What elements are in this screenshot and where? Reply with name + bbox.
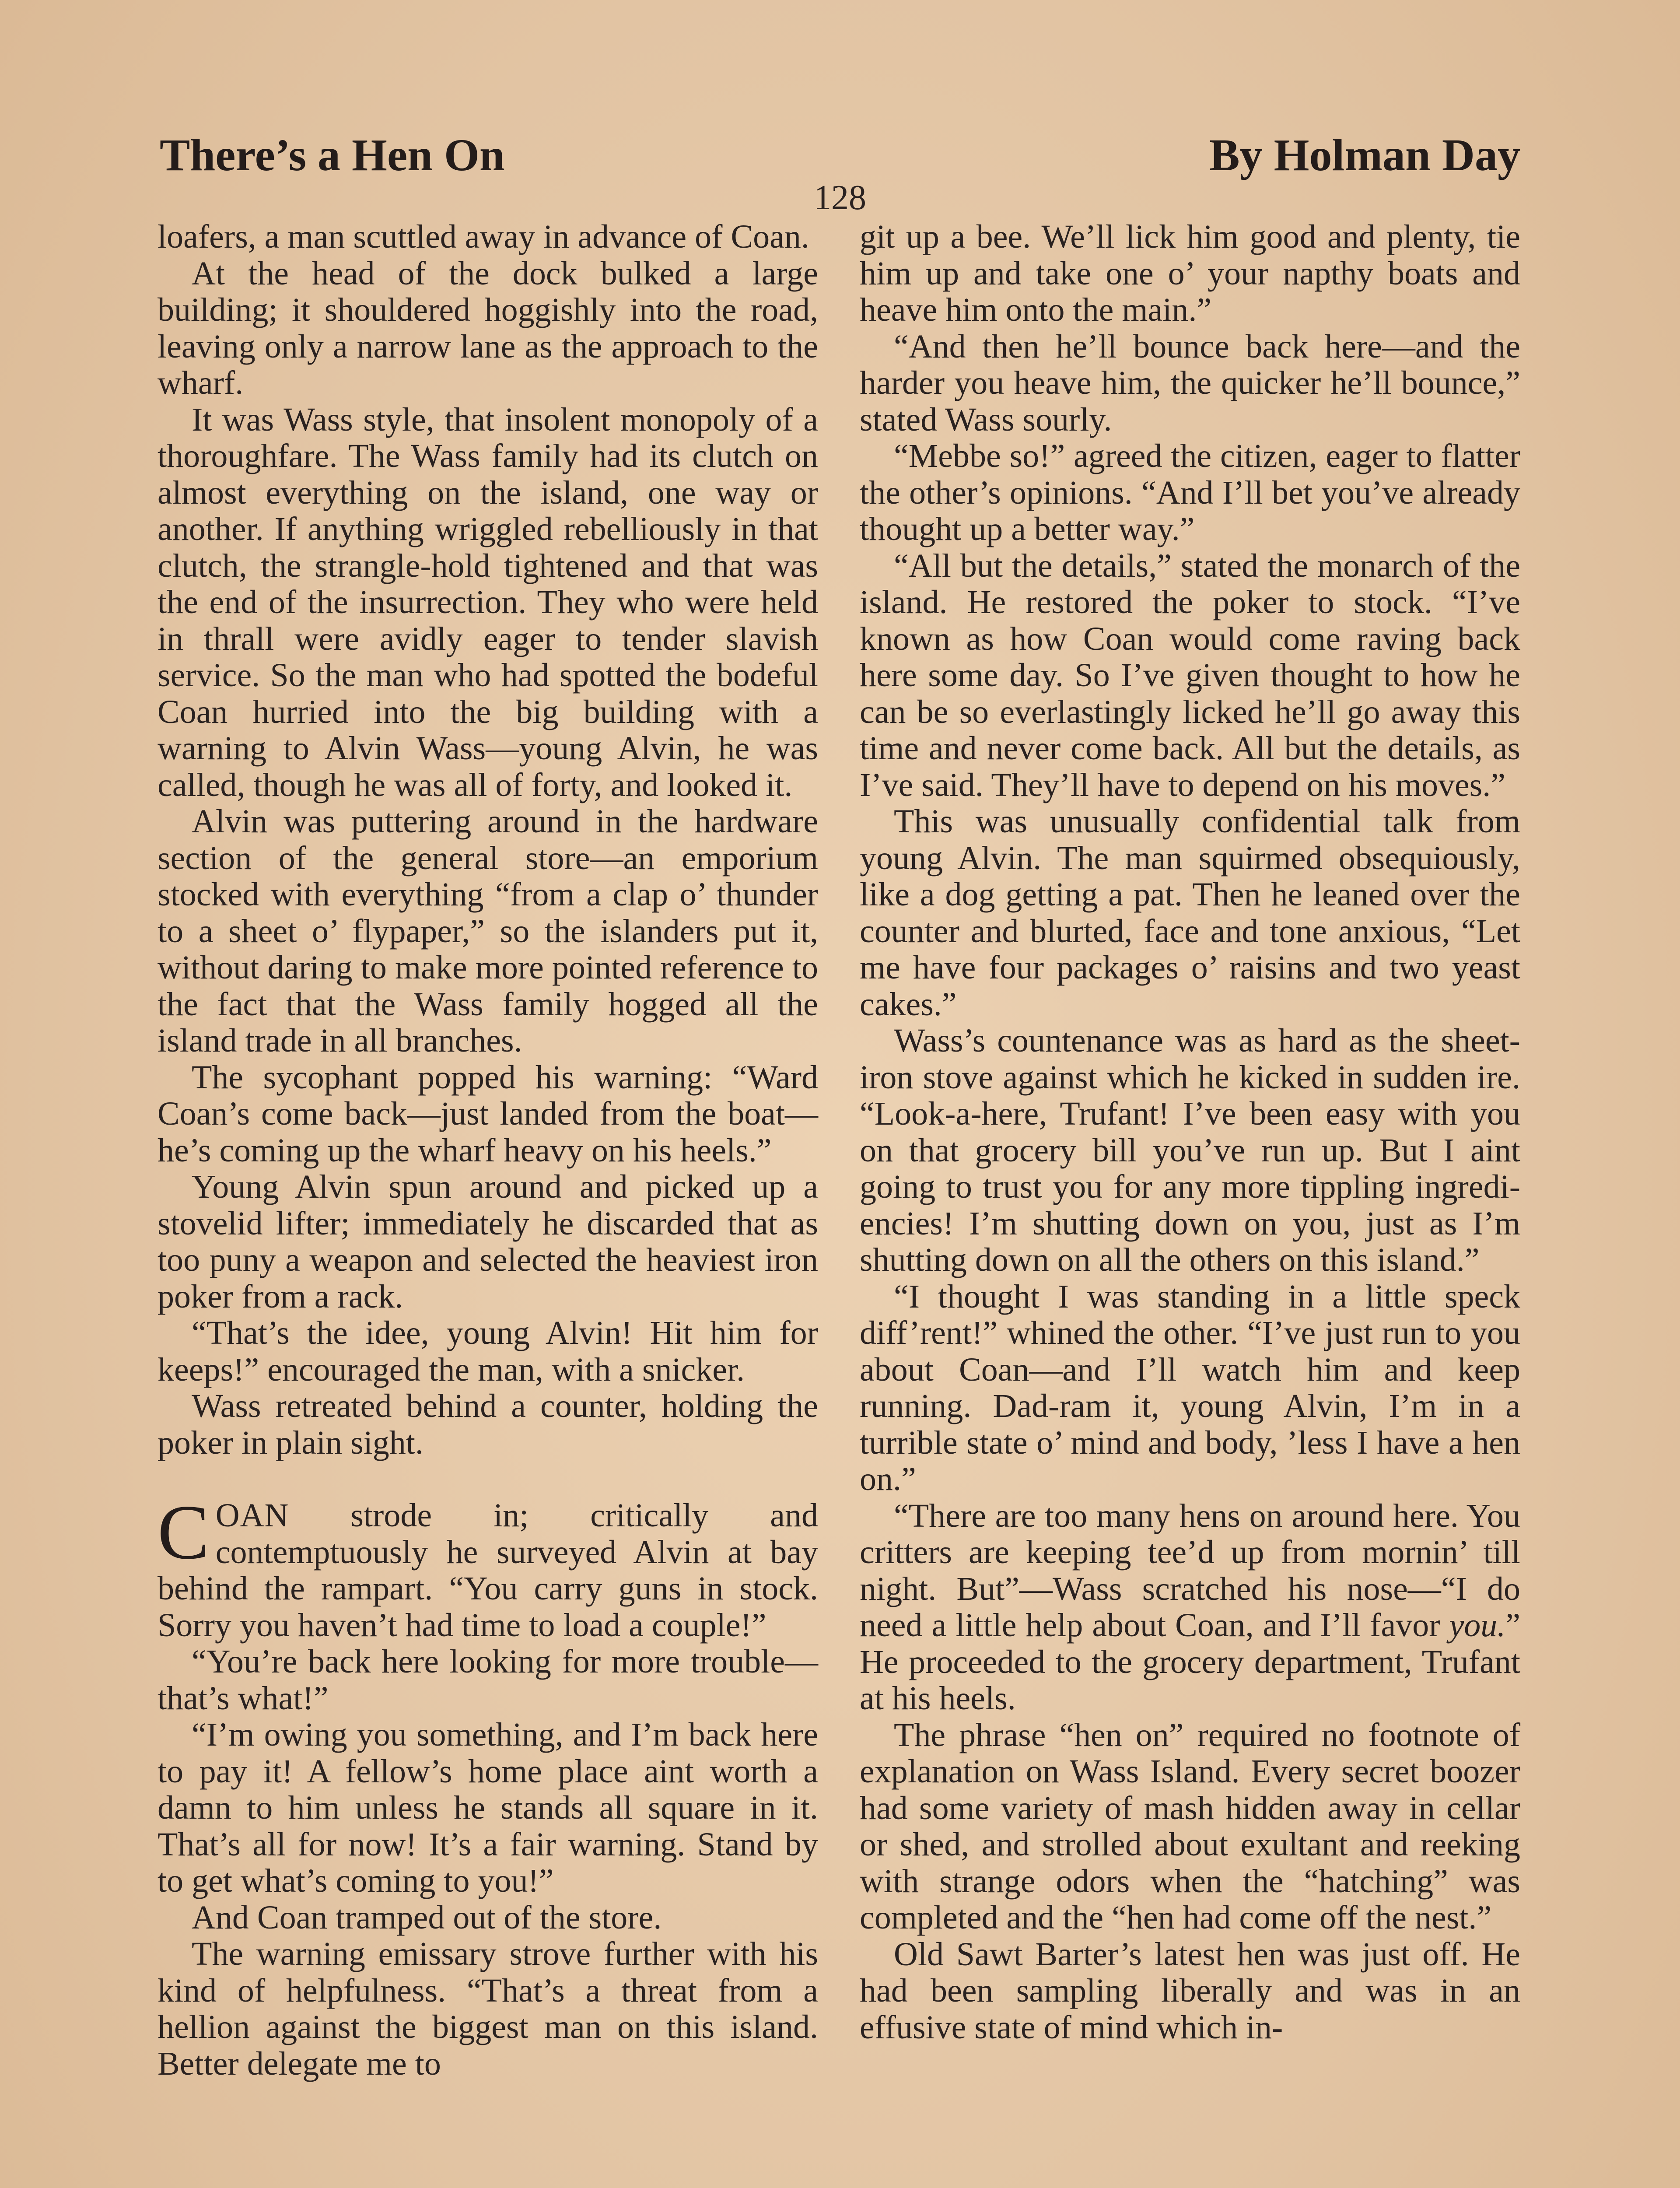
paragraph: It was Wass style, that insolent monopoly of a thoroughfare. The Wass family had its clutch on almost everything on the island, one way or another. If anything wriggled rebelliously in that clutch, the strangle-hold tightened and that was the end of the insurrection. They who were held in thrall were avidly eager to tender slavish service. So the man who had spotted the bodeful Coan hurried into the big building with a warning to Alvin Wass—young Alvin, he was called, though he was all of forty, and looked it. (158, 401, 818, 803)
story-title: There’s a Hen On (160, 130, 505, 180)
paragraph: Old Sawt Barter’s latest hen was just off. He had been sampling liberally and was in an effusive state of mind which in- (860, 1936, 1520, 2046)
paragraph (860, 1498, 1520, 1717)
paragraph: The warning emissary strove further with his kind of helpfulness. “That’s a threat from a hellion against the biggest man on this island. Better delegate me to (158, 1936, 818, 2082)
paragraph: “I thought I was standing in a little speck diff’rent!” whined the other. “I’ve just run to you about Coan—and I’ll watch him and keep running. Dad-ram it, young Alvin, I’m in a turrible state o’ mind and body, ’less I have a hen on.” (860, 1278, 1520, 1497)
paragraph: And Coan tramped out of the store. (192, 1899, 662, 1936)
paragraph: “I’m owing you something, and I’m back here to pay it! A fellow’s home place aint worth a damn to him unless he stands all square in it. That’s all for now! It’s a fair warning. Stand by to get what’s coming to you!” (158, 1716, 818, 1899)
author-byline: By Holman Day (1209, 130, 1520, 180)
paragraph: “And then he’ll bounce back here—and the harder you heave him, the quicker he’ll bounce,” stated Wass sourly. (860, 328, 1520, 438)
paragraph-text: strode in; critically and contemptuously he surveyed Alvin at bay behind the rampart. “You carry guns in stock. Sorry you haven’t had time to load a couple!” (158, 1497, 818, 1644)
right-column (860, 219, 1520, 2046)
paragraph: Wass retreated behind a counter, holding the poker in plain sight. (158, 1388, 818, 1461)
page-number: 128 (814, 179, 866, 217)
paragraph: git up a bee. We’ll lick him good and plenty, tie him up and take one o’ your napthy boats and heave him onto the main.” (860, 218, 1520, 328)
drop-cap: C (158, 1489, 210, 1575)
paragraph: Alvin was puttering around in the hardware section of the general store—an emporium stocked with everything “from a clap o’ thunder to a sheet o’ flypaper,” so the islanders put it, without daring to make more pointed reference to the fact that the Wass family hogged all the island trade in all branches. (158, 803, 818, 1059)
paragraph: The phrase “hen on” required no footnote of explanation on Wass Island. Every secret boozer had some variety of mash hidden away in cellar or shed, and strolled about exultant and reeking with strange odors when the “hatching” was completed and the “hen had come off the nest.” (860, 1716, 1520, 1936)
paragraph-text: ” He proceeded to the grocery department, Trufant at his heels. (860, 1607, 1520, 1717)
paragraph: “That’s the idee, young Alvin! Hit him for keeps!” encouraged the man, with a snicker. (158, 1315, 818, 1388)
emphasis-text: you. (1449, 1607, 1506, 1644)
paragraph: “You’re back here looking for more trouble—that’s what!” (158, 1643, 818, 1717)
paragraph: Young Alvin spun around and picked up a stovelid lifter; immediately he discarded that as too puny a weapon and selected the heaviest iron poker from a rack. (158, 1168, 818, 1315)
paragraph: The sycophant popped his warning: “Ward Coan’s come back—just landed from the boat—he’s coming up the wharf heavy on his heels.” (158, 1059, 818, 1169)
paragraph: loafers, a man scuttled away in advance of Coan. (158, 218, 809, 255)
paragraph: At the head of the dock bulked a large building; it shouldered hoggishly into the road, leaving only a narrow lane as the approach to the wharf. (158, 255, 818, 401)
paragraph: “All but the details,” stated the monarch of the island. He restored the poker to stock. “I’ve known as how Coan would come raving back here some day. So I’ve given thought to how he can be so everlastingly licked he’ll go away this time and never come back. All but the details, as I’ve said. They’ll have to depend on his moves.” (860, 547, 1520, 803)
paragraph: Wass’s countenance was as hard as the sheet-iron stove against which he kicked in sudden ire. “Look-a-here, Trufant! I’ve been easy with you on that grocery bill you’ve run up. But I aint going to trust you for any more tippling ingrediencies! I’m shutting down on you, just as I’m shutting down on all the others on this island.” (860, 1022, 1520, 1278)
paragraph-text: “There are too many hens on around here. You critters are keeping tee’d up from mornin’ till night. But”—Wass scratched his nose—“I do need a little help about Coan, and I’ll favor (860, 1497, 1520, 1644)
running-head (160, 127, 1520, 184)
section-opening-paragraph (158, 1489, 818, 1644)
left-column (158, 219, 818, 2082)
small-caps-lead: OAN (215, 1497, 289, 1534)
paragraph: This was unusually confidential talk from young Alvin. The man squirmed obsequiously, like a dog getting a pat. Then he leaned over the counter and blurted, face and tone anxious, “Let me have four packages o’ raisins and two yeast cakes.” (860, 803, 1520, 1023)
paragraph: “Mebbe so!” agreed the citizen, eager to flatter the other’s opinions. “And I’ll bet you’ve already thought up a better way.” (860, 438, 1520, 547)
